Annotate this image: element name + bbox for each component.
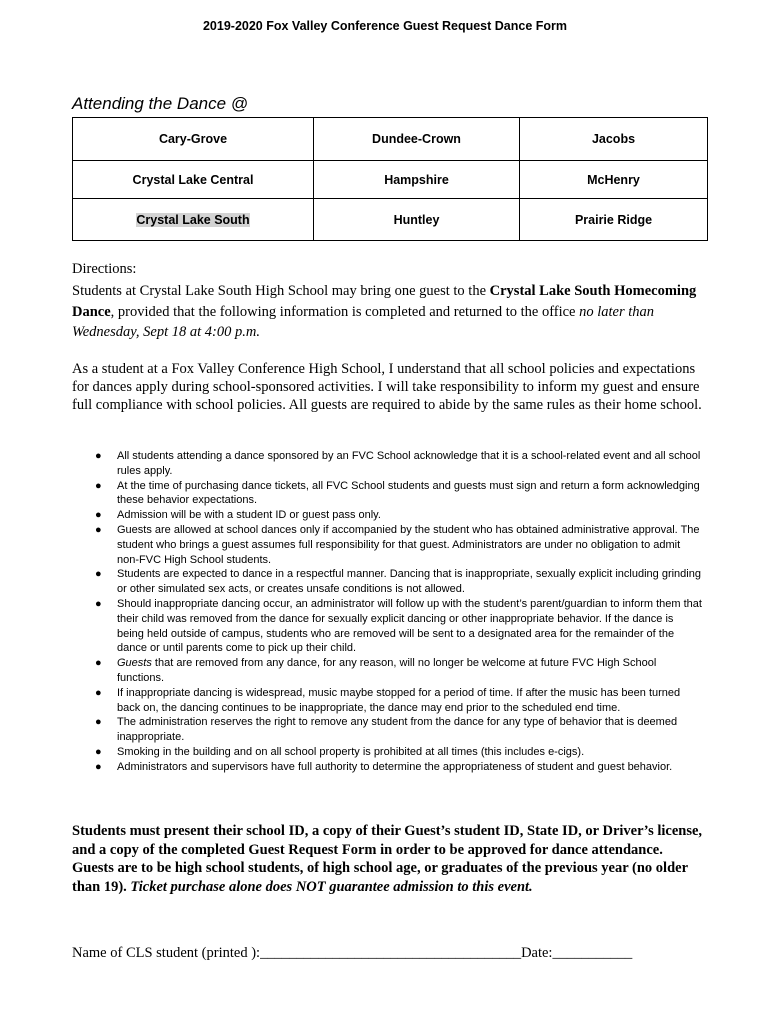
bullet-icon: ● (95, 479, 102, 492)
bullet-icon: ● (95, 523, 102, 536)
school-table (72, 117, 708, 241)
bullet-icon: ● (95, 745, 102, 758)
list-item: ● Smoking in the building and on all school property is prohibited at all times (this includes e-cigs). (95, 745, 585, 758)
bullet-icon: ● (95, 450, 102, 462)
school-cell: McHenry (520, 161, 708, 199)
date-field[interactable]: ___________ (552, 945, 633, 961)
list-item: ● Administrators and supervisors have full authority to determine the appropriateness of student and guest behavior. (95, 760, 673, 773)
table-row (73, 199, 708, 241)
form-title: 2019-2020 Fox Valley Conference Guest Request Dance Form (202, 19, 568, 33)
list-item: ● All students attending a dance sponsored by an FVC School acknowledge that it is a school-related event and all school rules apply. (95, 450, 701, 477)
signature-line (72, 945, 632, 962)
list-item: ● The administration reserves the right to remove any student from the dance for any type of behavior that is deemed inappropriate. (95, 716, 678, 744)
bullet-icon: ● (95, 686, 102, 699)
bullet-icon: ● (95, 597, 102, 610)
bullet-icon: ● (95, 657, 102, 670)
policy-paragraph: As a student at a Fox Valley Conference High School, I understand that all school policies and expectations for dances apply during school-sponsored activities. I will take responsibility to inform my guest and ensure full compliance with school policies. All guests are required to abide by the same rules as their home school. (72, 361, 702, 414)
list-item: ● Guests that are removed from any dance, for any reason, will no longer be welcome at future FVC High School functions. (95, 657, 657, 684)
school-cell-selected (73, 199, 314, 241)
bullet-icon: ● (95, 716, 102, 729)
list-item: ● If inappropriate dancing is widespread, music maybe stopped for a period of time. If after the music has been turned back on, the dancing continues to be inappropriate, the dance may end prior to the scheduled end time. (95, 686, 681, 714)
school-cell: Jacobs (520, 118, 708, 161)
name-field[interactable]: ____________________________________ (260, 945, 522, 961)
list-item: ● Should inappropriate dancing occur, an administrator will follow up with the student’s parent/guardian to inform them that their child was removed from the dance for sexually explicit dancing or other inappropriate behavior. If the dance is being held outside of campus, students who are removed will be sent to a designated area for the remainder of the dance or until parents come to pick up their child. (95, 597, 702, 655)
directions-label: Directions: (72, 261, 137, 277)
directions-text: Students at Crystal Lake South High School may bring one guest to the Crystal Lake South Homecoming Dance, provided that the following information is completed and returned to the office no later than Wednesday, Sept 18 at 4:00 p.m. (72, 283, 697, 340)
school-cell: Dundee-Crown (314, 118, 520, 161)
school-cell: Prairie Ridge (520, 199, 708, 241)
bullet-icon: ● (95, 568, 102, 581)
selected-school: Crystal Lake South (136, 212, 250, 227)
school-cell: Crystal Lake Central (73, 161, 314, 199)
rules-list (72, 449, 702, 775)
requirements-notice: Students must present their school ID, a copy of their Guest’s student ID, State ID, or Driver’s license, and a copy of the completed Guest Request Form in order to be approved for dance attendance. Guests are to be high school students, of high school age, or graduates of the previous year (no older than 19). Ticket purchase alone does NOT guarantee admission to this event. (72, 823, 703, 895)
name-label: Name of CLS student (printed ): (72, 945, 261, 961)
school-cell: Cary-Grove (73, 118, 314, 161)
table-row (73, 118, 708, 161)
school-cell: Huntley (314, 199, 520, 241)
list-item: ● Guests are allowed at school dances only if accompanied by the student who has obtained administrative approval. The student who brings a guest assumes full responsibility for that guest. Administrators are under no obligation to admit non-FVC High School students. (95, 523, 700, 566)
table-row (73, 161, 708, 199)
school-cell: Hampshire (314, 161, 520, 199)
bullet-icon: ● (95, 509, 102, 522)
list-item: ● Admission will be with a student ID or guest pass only. (95, 509, 381, 522)
list-item: ● At the time of purchasing dance tickets, all FVC School students and guests must sign and return a form acknowledging these behavior expectations. (95, 479, 700, 507)
bullet-icon: ● (95, 760, 102, 773)
list-item: ● Students are expected to dance in a respectful manner. Dancing that is inappropriate, sexually explicit including grinding or other simulated sex acts, or creates unsafe conditions is not allowed. (95, 568, 701, 596)
date-label: Date: (521, 945, 553, 961)
attending-label: Attending the Dance @ (72, 94, 249, 113)
